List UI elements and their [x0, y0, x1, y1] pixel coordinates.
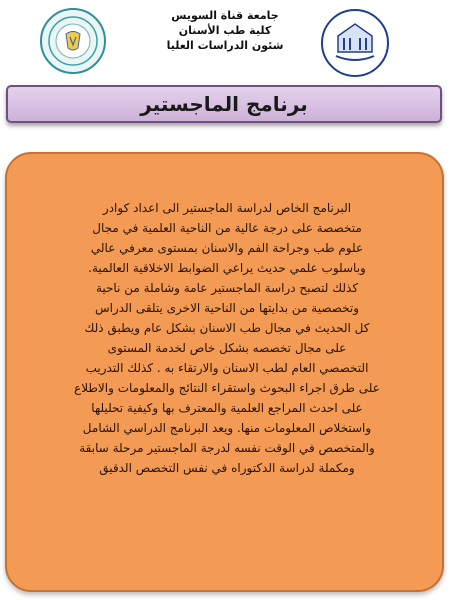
description-line: كل الحديث في مجال طب الاسنان بشكل عام ويطبق ذلك — [84, 321, 370, 335]
description-line: علوم طب وجراحة الفم والاسنان بمستوى معرفي عالي — [90, 241, 364, 255]
university-name: جامعة قناة السويس — [171, 9, 279, 22]
page-header — [0, 0, 450, 80]
description-line: واستخلاص المعلومات منها. ويعد البرنامج الدراسي الشامل — [82, 421, 372, 435]
description-line: البرنامج الخاص لدراسة الماجستير الى اعداد كوادر — [102, 201, 352, 215]
faculty-logo — [40, 8, 106, 74]
description-line: كذلك لتصبح دراسة الماجستير عامة وشاملة من ناحية — [95, 281, 359, 295]
description-line: على احدث المراجع العلمية والمعترف بها وكيفية تحليلها — [91, 401, 363, 415]
university-logo — [318, 6, 392, 80]
department-name: شئون الدراسات العليا — [166, 39, 284, 52]
description-line: وتخصصية من بدايتها من الناحية الاخرى يتلقى الدراس — [94, 301, 360, 315]
description-line: وباسلوب علمي حديث يراعي الضوابط الاخلاقية العالمية. — [88, 261, 366, 275]
content-panel — [5, 152, 444, 592]
description-line: التخصصي العام لطب الاسنان والارتقاء به . كذلك التدريب — [85, 361, 369, 375]
description-line: متخصصة على درجة عالية من الناحية العلمية في مجال — [92, 221, 362, 235]
title-banner — [6, 85, 442, 123]
description-line: والمتخصص في الوقت نفسه لدرجة الماجستير مرحلة سابقة — [79, 441, 375, 455]
program-description — [27, 198, 427, 478]
page-title: برنامج الماجستير — [140, 92, 308, 116]
description-line: على مجال تخصصه بشكل خاص لخدمة المستوى — [107, 341, 347, 355]
description-line: على طرق اجراء البحوث واستقراء النتائج والمعلومات والاطلاع — [74, 381, 380, 395]
faculty-name: كلية طب الأسنان — [178, 24, 272, 37]
header-text — [150, 8, 300, 53]
description-line: ومكملة لدراسة الدكتوراه في نفس التخصص الدقيق — [99, 461, 355, 475]
